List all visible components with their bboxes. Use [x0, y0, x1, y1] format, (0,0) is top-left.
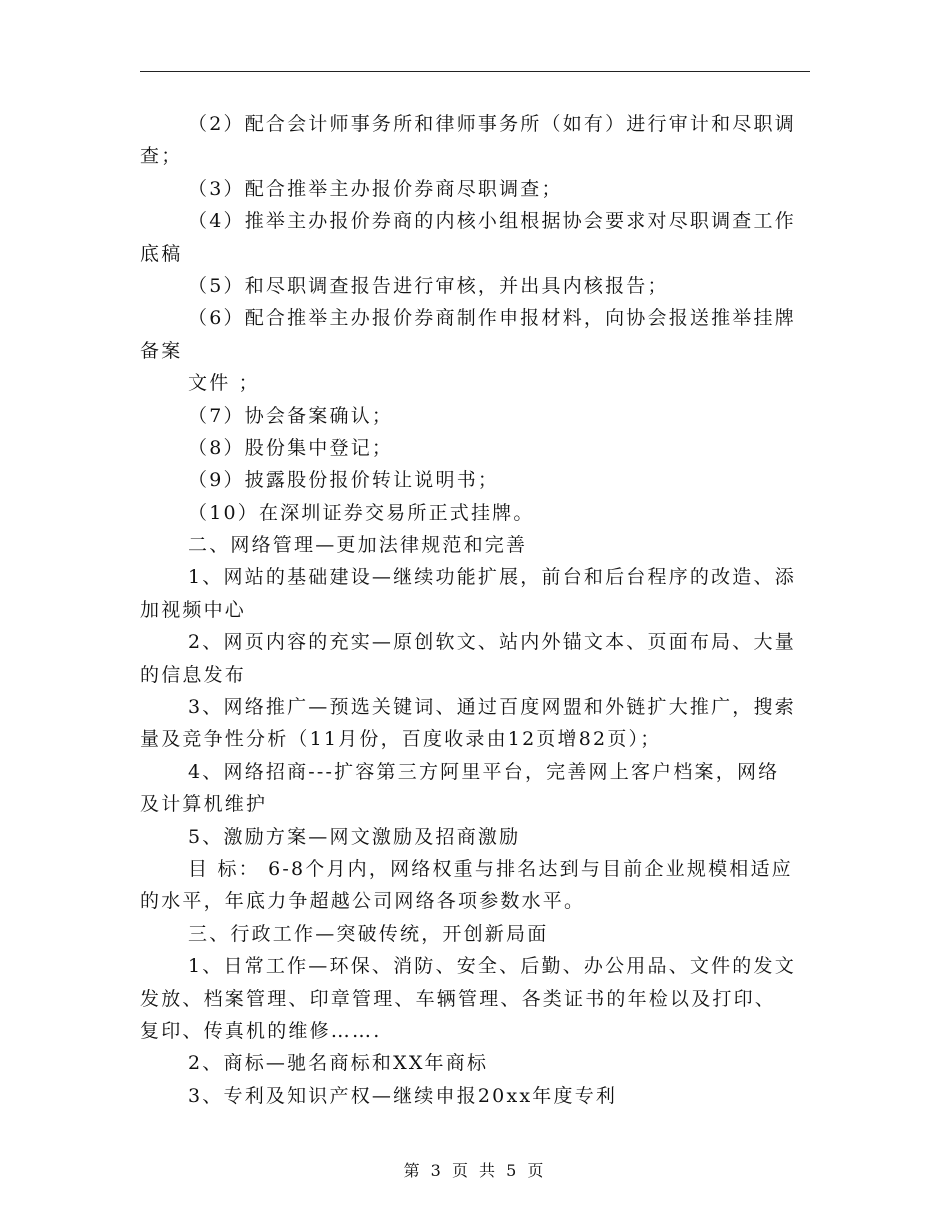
text-line: 1、日常工作—环保、消防、安全、后勤、办公用品、文件的发文	[188, 955, 796, 978]
text-line: （9）披露股份报价转让说明书；	[188, 469, 500, 492]
text-line: 及计算机维护	[140, 793, 268, 816]
text-line: 底稿	[140, 242, 183, 265]
text-line: 文件 ；	[188, 372, 260, 395]
text-line: （4）推举主办报价券商的内核小组根据协会要求对尽职调查工作	[188, 210, 796, 233]
text-line: （6）配合推举主办报价券商制作申报材料，向协会报送推举挂牌	[188, 307, 796, 330]
text-line: 发放、档案管理、印章管理、车辆管理、各类证书的年检以及打印、	[140, 987, 777, 1010]
text-line: 3、网络推广—预选关键词、通过百度网盟和外链扩大推广，搜索	[188, 696, 796, 719]
text-line: 的水平，年底力争超越公司网络各项参数水平。	[140, 890, 586, 913]
text-line: 3、专利及知识产权—继续申报20xx年度专利	[188, 1084, 618, 1107]
text-line: （2）配合会计师事务所和律师事务所（如有）进行审计和尽职调	[188, 113, 796, 135]
text-line: （3）配合推举主办报价券商尽职调查；	[188, 177, 563, 200]
text-line: 2、网页内容的充实—原创软文、站内外锚文本、页面布局、大量	[188, 631, 796, 654]
text-line: 备案	[140, 339, 183, 362]
page-footer: 第 3 页 共 5 页	[403, 1161, 547, 1180]
text-line: （7）协会备案确认；	[188, 404, 394, 427]
text-line: 加视频中心	[140, 598, 247, 621]
text-line: 量及竞争性分析（11月份，百度收录由12页增82页）；	[140, 728, 662, 751]
text-line: 复印、传真机的维修…….	[140, 1019, 382, 1042]
text-line: （10）在深圳证券交易所正式挂牌。	[188, 501, 535, 524]
text-line: 4、网络招商---扩容第三方阿里平台，完善网上客户档案，网络	[188, 760, 780, 783]
text-line: 1、网站的基础建设—继续功能扩展，前台和后台程序的改造、添	[188, 566, 796, 589]
page-body	[140, 108, 810, 1112]
text-line: （8）股份集中登记；	[188, 436, 394, 459]
header-rule	[140, 71, 810, 72]
section-heading: 二、网络管理—更加法律规范和完善	[188, 534, 528, 557]
text-line: 5、激励方案—网文激励及招商激励	[188, 825, 521, 848]
text-line: 查；	[140, 145, 183, 168]
text-line: 的信息发布	[140, 663, 247, 686]
section-heading: 三、行政工作—突破传统，开创新局面	[188, 922, 549, 945]
text-line: （5）和尽职调查报告进行审核，并出具内核报告；	[188, 274, 669, 297]
text-line: 目 标： 6-8个月内，网络权重与排名达到与目前企业规模相适应	[188, 857, 793, 880]
text-line: 2、商标—驰名商标和XX年商标	[188, 1052, 489, 1075]
